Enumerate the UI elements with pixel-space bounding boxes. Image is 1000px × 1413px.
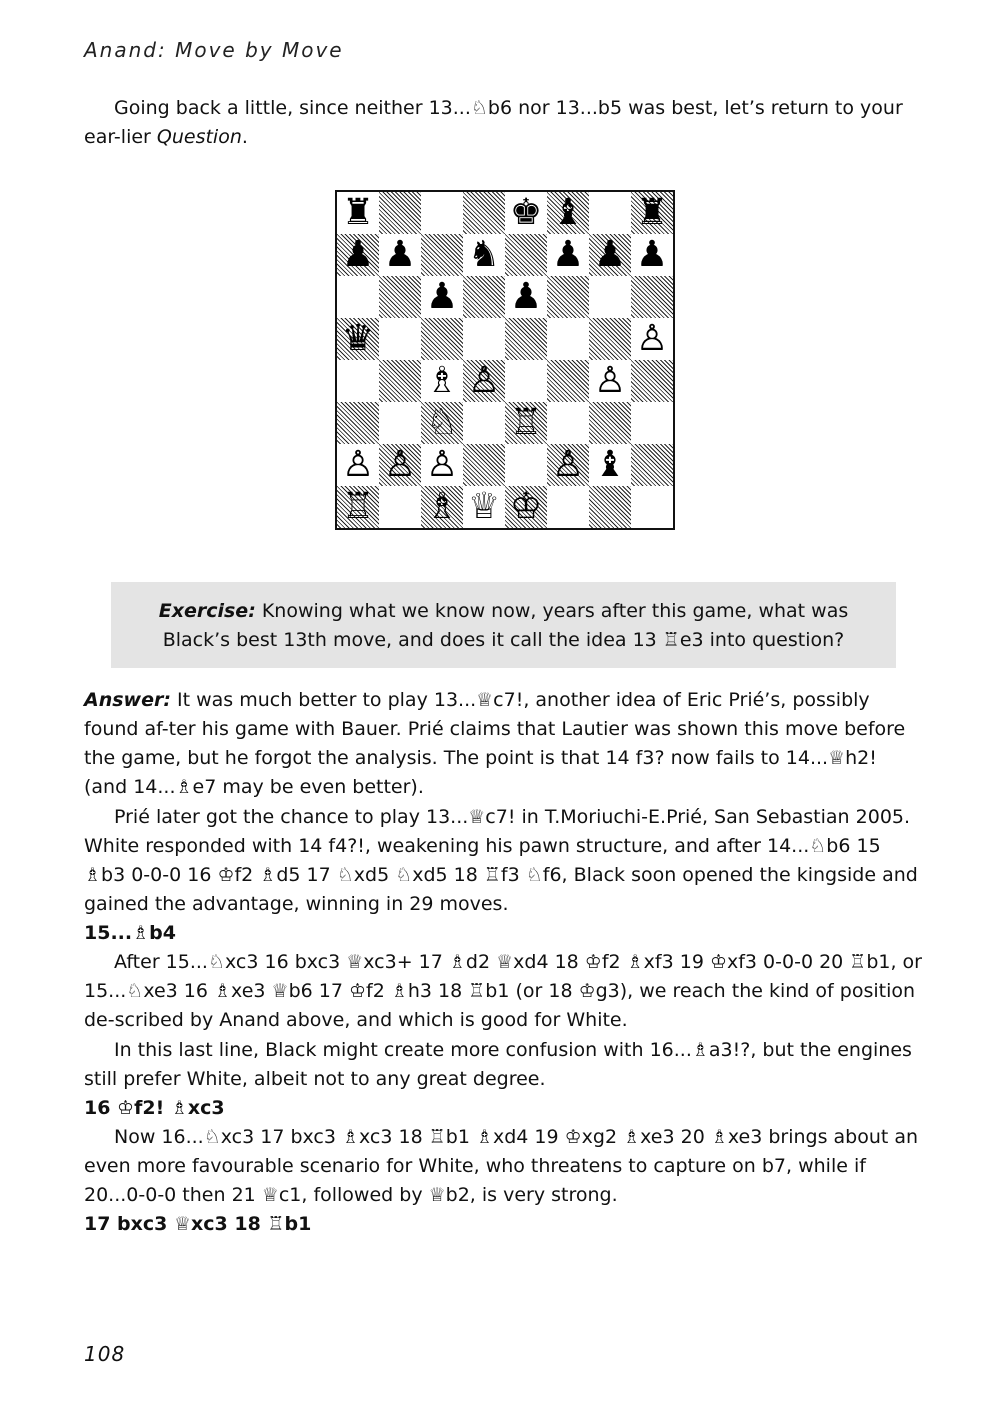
chess-piece: ♟ xyxy=(341,234,375,275)
board-square xyxy=(421,444,463,486)
board-square xyxy=(421,486,463,528)
board-square xyxy=(505,318,547,360)
intro-paragraph xyxy=(84,94,924,152)
board-square xyxy=(631,276,673,318)
chess-piece: ♙ xyxy=(635,318,669,359)
answer-text: It was much better to play 13...♕c7!, another idea of Eric Prié’s, possibly found af-ter his game with Bauer. Prié claims that Lautier was shown this move before the game, but he forgot the analysis. The point is that 14 f3? now fails to 14...♕h2! (and 14...♗e7 may be even better). xyxy=(84,689,906,798)
chess-piece: ♝ xyxy=(593,444,627,485)
board-square xyxy=(463,192,505,234)
chess-piece: ♔ xyxy=(509,486,543,527)
move-heading-15: 15...♗b4 xyxy=(84,922,176,944)
chess-piece: ♟ xyxy=(551,234,585,275)
board-square xyxy=(379,276,421,318)
board-square xyxy=(421,318,463,360)
chess-board xyxy=(337,192,673,528)
chess-piece: ♚ xyxy=(509,192,543,233)
after-15-paragraph: After 15...♘xc3 16 bxc3 ♕xc3+ 17 ♗d2 ♕xd4 18 ♔f2 ♗xf3 19 ♔xf3 0-0-0 20 ♖b1, or 15...♘xe3 16 ♗xe3 ♕b6 17 ♔f2 ♗h3 18 ♖b1 (or 18 ♔g3), we reach the kind of position de-scribed by Anand above, and which is good for White. xyxy=(84,951,922,1031)
board-square xyxy=(547,360,589,402)
board-square xyxy=(547,444,589,486)
board-square xyxy=(505,360,547,402)
chess-piece: ♙ xyxy=(383,444,417,485)
last-line-paragraph: In this last line, Black might create more confusion with 16...♗a3!?, but the engines still prefer White, albeit not to any great degree. xyxy=(84,1039,912,1090)
board-square xyxy=(589,192,631,234)
chess-piece: ♜ xyxy=(635,192,669,233)
board-square xyxy=(337,192,379,234)
chess-piece: ♙ xyxy=(467,360,501,401)
exercise-label: Exercise: xyxy=(158,600,256,622)
move-heading-17: 17 bxc3 ♕xc3 18 ♖b1 xyxy=(84,1213,312,1235)
chess-piece: ♝ xyxy=(551,192,585,233)
chess-piece: ♙ xyxy=(551,444,585,485)
board-square xyxy=(337,276,379,318)
board-square xyxy=(337,444,379,486)
board-square xyxy=(463,486,505,528)
chess-piece: ♙ xyxy=(593,360,627,401)
prie-paragraph: Prié later got the chance to play 13...♕c7! in T.Moriuchi-E.Prié, San Sebastian 2005. White responded with 14 f4?!, weakening his pawn structure, and after 14...♘b6 15 ♗b3 0-0-0 16 ♔f2 ♗d5 17 ♘xd5 ♘xd5 18 ♖f3 ♘f6, Black soon opened the kingside and gained the advantage, winning in 29 moves. xyxy=(84,806,918,915)
board-square xyxy=(421,192,463,234)
answer-paragraph xyxy=(84,686,924,802)
exercise-text-1: Knowing what we know now, years after this game, what was xyxy=(255,600,849,622)
board-square xyxy=(631,486,673,528)
board-square xyxy=(463,276,505,318)
chess-diagram xyxy=(335,190,675,530)
chess-piece: ♙ xyxy=(341,444,375,485)
board-square xyxy=(379,318,421,360)
board-square xyxy=(631,318,673,360)
board-square xyxy=(463,318,505,360)
chess-piece: ♟ xyxy=(425,276,459,317)
board-square xyxy=(589,234,631,276)
chess-piece: ♗ xyxy=(425,360,459,401)
chess-piece: ♗ xyxy=(425,486,459,527)
chess-piece: ♜ xyxy=(341,192,375,233)
board-square xyxy=(463,360,505,402)
board-square xyxy=(589,402,631,444)
board-square xyxy=(505,486,547,528)
chess-piece: ♕ xyxy=(467,486,501,527)
board-square xyxy=(547,192,589,234)
board-square xyxy=(547,276,589,318)
board-square xyxy=(547,486,589,528)
board-square xyxy=(547,234,589,276)
board-square xyxy=(505,402,547,444)
page-number: 108 xyxy=(84,1342,126,1366)
board-square xyxy=(421,234,463,276)
board-square xyxy=(589,444,631,486)
exercise-line-1 xyxy=(111,597,896,626)
board-square xyxy=(589,318,631,360)
board-square xyxy=(631,360,673,402)
intro-text-b: . xyxy=(241,126,248,148)
board-square xyxy=(589,276,631,318)
board-square xyxy=(631,402,673,444)
chess-piece: ♟ xyxy=(593,234,627,275)
board-square xyxy=(421,276,463,318)
chess-piece: ♘ xyxy=(425,402,459,443)
board-square xyxy=(589,486,631,528)
board-square xyxy=(505,444,547,486)
board-square xyxy=(379,402,421,444)
board-square xyxy=(589,360,631,402)
chess-piece: ♟ xyxy=(383,234,417,275)
board-square xyxy=(547,402,589,444)
running-head: Anand: Move by Move xyxy=(84,38,344,62)
board-square xyxy=(421,402,463,444)
board-square xyxy=(505,234,547,276)
now-paragraph: Now 16...♘xc3 17 bxc3 ♗xc3 18 ♖b1 ♗xd4 19 ♔xg2 ♗xe3 20 ♗xe3 brings about an even more favourable scenario for White, who threatens to capture on b7, while if 20...0-0-0 then 21 ♕c1, followed by ♕b2, is very strong. xyxy=(84,1126,919,1206)
board-square xyxy=(337,486,379,528)
board-square xyxy=(505,192,547,234)
board-square xyxy=(505,276,547,318)
board-square xyxy=(379,486,421,528)
board-square xyxy=(631,192,673,234)
chess-piece: ♙ xyxy=(425,444,459,485)
board-square xyxy=(547,318,589,360)
chess-piece: ♟ xyxy=(635,234,669,275)
board-square xyxy=(631,444,673,486)
exercise-line-2: Black’s best 13th move, and does it call the idea 13 ♖e3 into question? xyxy=(162,629,845,651)
board-square xyxy=(337,318,379,360)
board-square xyxy=(379,444,421,486)
exercise-box xyxy=(111,582,896,668)
move-heading-16: 16 ♔f2! ♗xc3 xyxy=(84,1097,225,1119)
board-square xyxy=(379,360,421,402)
answer-label: Answer: xyxy=(84,689,171,711)
board-square xyxy=(337,402,379,444)
board-square xyxy=(379,234,421,276)
chess-piece: ♛ xyxy=(341,318,375,359)
board-square xyxy=(379,192,421,234)
board-square xyxy=(337,234,379,276)
board-square xyxy=(463,444,505,486)
board-square xyxy=(463,402,505,444)
chess-piece: ♖ xyxy=(509,402,543,443)
chess-piece: ♖ xyxy=(341,486,375,527)
board-square xyxy=(337,360,379,402)
board-square xyxy=(421,360,463,402)
intro-text-a: Going back a little, since neither 13...♘b6 nor 13...b5 was best, let’s return to your ear-lier xyxy=(84,97,903,148)
board-square xyxy=(463,234,505,276)
intro-emphasis: Question xyxy=(156,126,242,148)
chess-piece: ♟ xyxy=(509,276,543,317)
chess-piece: ♞ xyxy=(467,234,501,275)
board-square xyxy=(631,234,673,276)
